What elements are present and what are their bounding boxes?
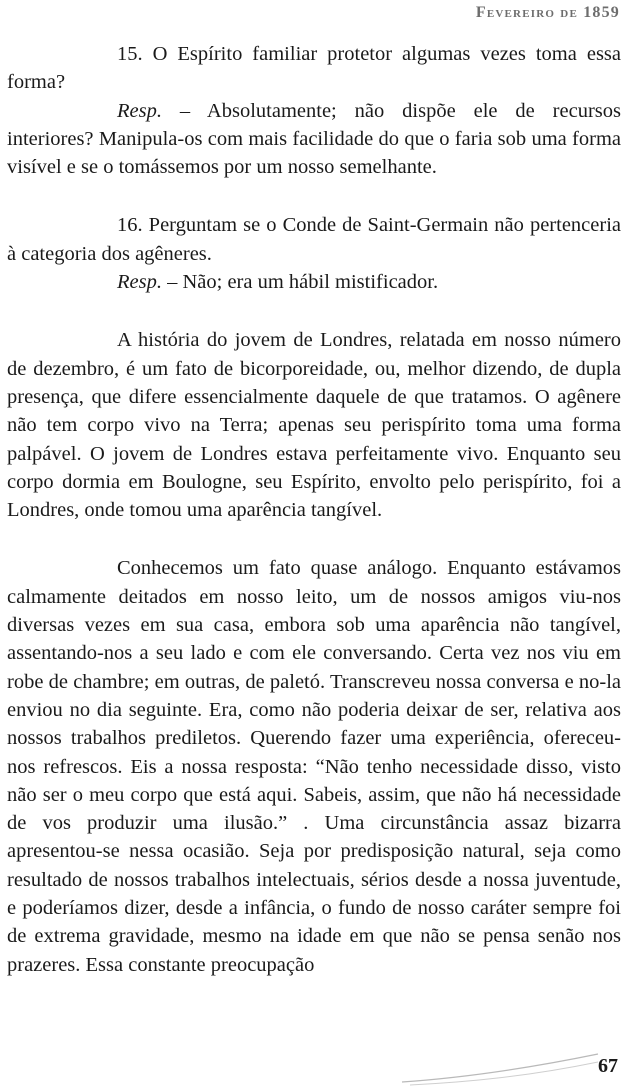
question-15: 15. O Espírito familiar protetor algumas vezes toma essa forma? (7, 43, 621, 94)
paragraph-analogous-fact: Conhecemos um fato quase análogo. Enquanto estávamos calmamente deitados em nosso leito, um de nossos amigos viu-nos diversas vezes em sua casa, embora sob uma aparência não tangível, assentando-nos a seu lado e com ele conversando. Certa vez nos viu em robe de chambre; em outras, de paletó. Transcreveu nossa conversa e no-la enviou no dia seguinte. Era, como não poderia deixar de ser, relativa aos nossos trabalhos prediletos. Querendo fazer uma experiência, ofereceu-nos refrescos. Eis a nossa resposta: “Não tenho necessidade disso, visto não ser o meu corpo que está aqui. Sabeis, assim, que não há necessidade de vos produzir uma ilusão.” . Uma circunstância assaz bizarra apresentou-se nessa ocasião. Seja por predisposição natural, seja como resultado de nossos trabalhos intelectuais, sérios desde a nossa juventude, e poderíamos dizer, desde a infância, o fundo de nosso caráter sempre foi de extrema gravidade, mesmo na idade em que não se pensa senão nos prazeres. Essa constante preocupação (7, 557, 621, 976)
paragraph-london: A história do jovem de Londres, relatada em nosso número de dezembro, é um fato de bicorporeidade, ou, melhor dizendo, de dupla presença, que difere essencialmente daquele de que tratamos. O agênere não tem corpo vivo na Terra; apenas seu perispírito toma uma forma palpável. O jovem de Londres estava perfeitamente vivo. Enquanto seu corpo dormia em Boulogne, seu Espírito, envolto pelo perispírito, foi a Londres, onde tomou uma aparência tangível. (7, 329, 621, 522)
resp-label: Resp. (117, 99, 162, 122)
footer-swoosh-ornament (400, 1048, 600, 1088)
page-number: 67 (598, 1055, 618, 1077)
answer-15 (7, 97, 621, 182)
resp-text: – Não; era um hábil mistificador. (161, 271, 439, 294)
page-body (7, 40, 621, 979)
answer-16 (7, 268, 621, 296)
question-16: 16. Perguntam se o Conde de Saint-Germain não pertenceria à categoria dos agêneres. (7, 214, 621, 265)
resp-text: – Absolutamente; não dispõe ele de recursos interiores? Manipula-os com mais facilidade do que o faria sob uma forma visível e se o tomássemos por um nosso semelhante. (7, 99, 621, 179)
running-header: Fevereiro de 1859 (475, 4, 620, 21)
resp-label: Resp. (117, 271, 162, 294)
